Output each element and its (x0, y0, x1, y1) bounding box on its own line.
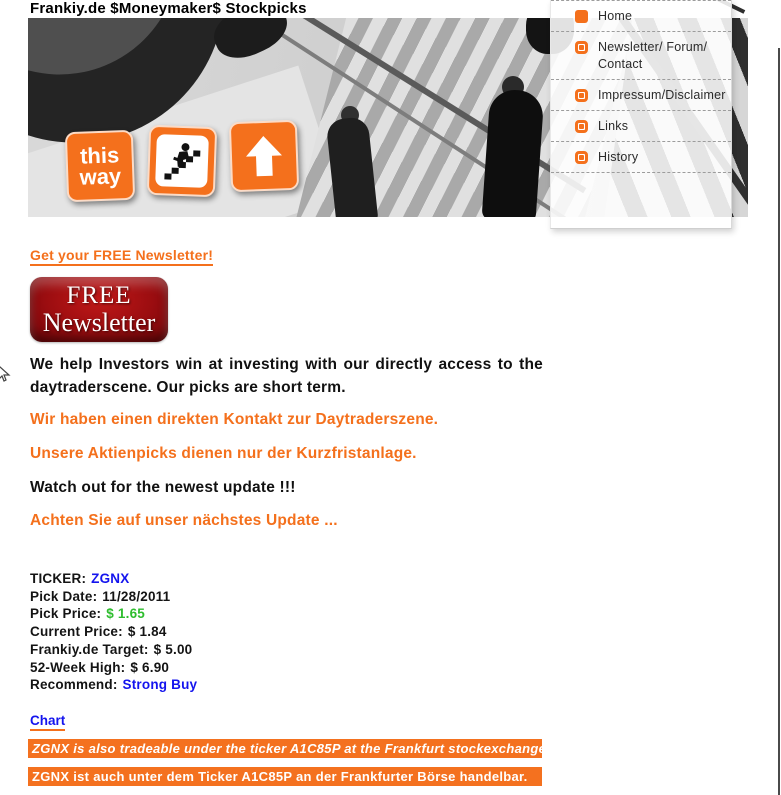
menu-item-history[interactable] (551, 142, 731, 173)
frankfurt-banner-de: ZGNX ist auch unter dem Ticker A1C85P an der Frankfurter Börse handelbar. (28, 767, 542, 786)
recommend-value-link[interactable]: Strong Buy (122, 677, 198, 693)
intro-line-de-contact: Wir haben einen direkten Kontakt zur Daytraderszene. (30, 411, 439, 428)
free-newsletter-button[interactable] (30, 277, 168, 342)
page-title: Frankiy.de $Moneymaker$ Stockpicks (30, 0, 307, 17)
page-right-border (778, 48, 780, 795)
menu-item-label: Home (598, 9, 633, 23)
recommend-label: Recommend: (30, 677, 118, 693)
bullet-dot (579, 45, 584, 50)
newsletter-button-line2: Newsletter (42, 307, 156, 337)
target-value: $ 5.00 (153, 641, 193, 657)
ticker-row (30, 570, 197, 588)
up-arrow-icon (239, 131, 289, 181)
intro-paragraph-en: We help Investors win at investing with our directly access to the daytraderscene. Our picks are short term. (30, 356, 543, 396)
bullet-square-icon (575, 120, 588, 133)
target-row (30, 641, 197, 659)
menu-item-newsletter-forum-contact[interactable] (551, 32, 731, 80)
bullet-dot (579, 93, 584, 98)
main-menu (550, 0, 732, 229)
menu-item-impressum-disclaimer[interactable] (551, 80, 731, 111)
current-price-row (30, 623, 197, 641)
pick-price-value: $ 1.65 (106, 606, 145, 622)
up-arrow-sign (229, 120, 299, 192)
menu-item-label: History (598, 150, 639, 164)
this-way-label-line2: way (79, 163, 122, 190)
newsletter-button-line1: FREE (66, 281, 132, 309)
stock-pick-info (30, 570, 197, 694)
intro-line-de-picks: Unsere Aktienpicks dienen nur der Kurzfristanlage. (30, 445, 417, 462)
home-bullet-icon (575, 10, 588, 23)
week-high-label: 52-Week High: (30, 659, 126, 675)
pick-date-row (30, 588, 197, 606)
target-label: Frankiy.de Target: (30, 641, 149, 657)
week-high-value: $ 6.90 (130, 659, 170, 675)
stairs-sign (147, 125, 217, 197)
menu-item-label: Impressum/Disclaimer (598, 88, 726, 102)
this-way-sign (65, 130, 135, 202)
bullet-dot (579, 124, 584, 129)
pick-price-label: Pick Price: (30, 606, 102, 622)
ticker-label: TICKER: (30, 571, 87, 586)
pick-date-value: 11/28/2011 (102, 588, 171, 604)
current-price-label: Current Price: (30, 624, 123, 640)
update-line-de: Achten Sie auf unser nächstes Update ... (30, 512, 338, 529)
bullet-dot (579, 155, 584, 160)
current-price-value: $ 1.84 (127, 624, 167, 640)
bullet-square-icon (575, 89, 588, 102)
update-line-en: Watch out for the newest update !!! (30, 479, 296, 496)
pick-price-row (30, 605, 197, 623)
chart-link[interactable]: Chart (30, 713, 65, 731)
bullet-square-icon (575, 151, 588, 164)
menu-item-label: Links (598, 119, 629, 133)
mouse-cursor-icon (0, 364, 12, 382)
pick-date-label: Pick Date: (30, 588, 98, 604)
menu-item-label: Newsletter/ Forum/ Contact (598, 40, 708, 71)
stairs-icon (155, 134, 209, 188)
this-way-label-line1: this (79, 142, 120, 169)
ticker-symbol-link[interactable]: ZGNX (91, 571, 130, 586)
free-newsletter-link[interactable]: Get your FREE Newsletter! (30, 247, 213, 266)
photo-person-silhouette (206, 18, 294, 67)
bullet-square-icon (575, 41, 588, 54)
menu-item-links[interactable] (551, 111, 731, 142)
menu-item-home[interactable] (551, 0, 731, 32)
recommend-row (30, 676, 197, 694)
frankfurt-banner-en: ZGNX is also tradeable under the ticker A1C85P at the Frankfurt stockexchange. (28, 739, 542, 758)
week-high-row (30, 659, 197, 677)
photo-person-silhouette (481, 88, 544, 217)
